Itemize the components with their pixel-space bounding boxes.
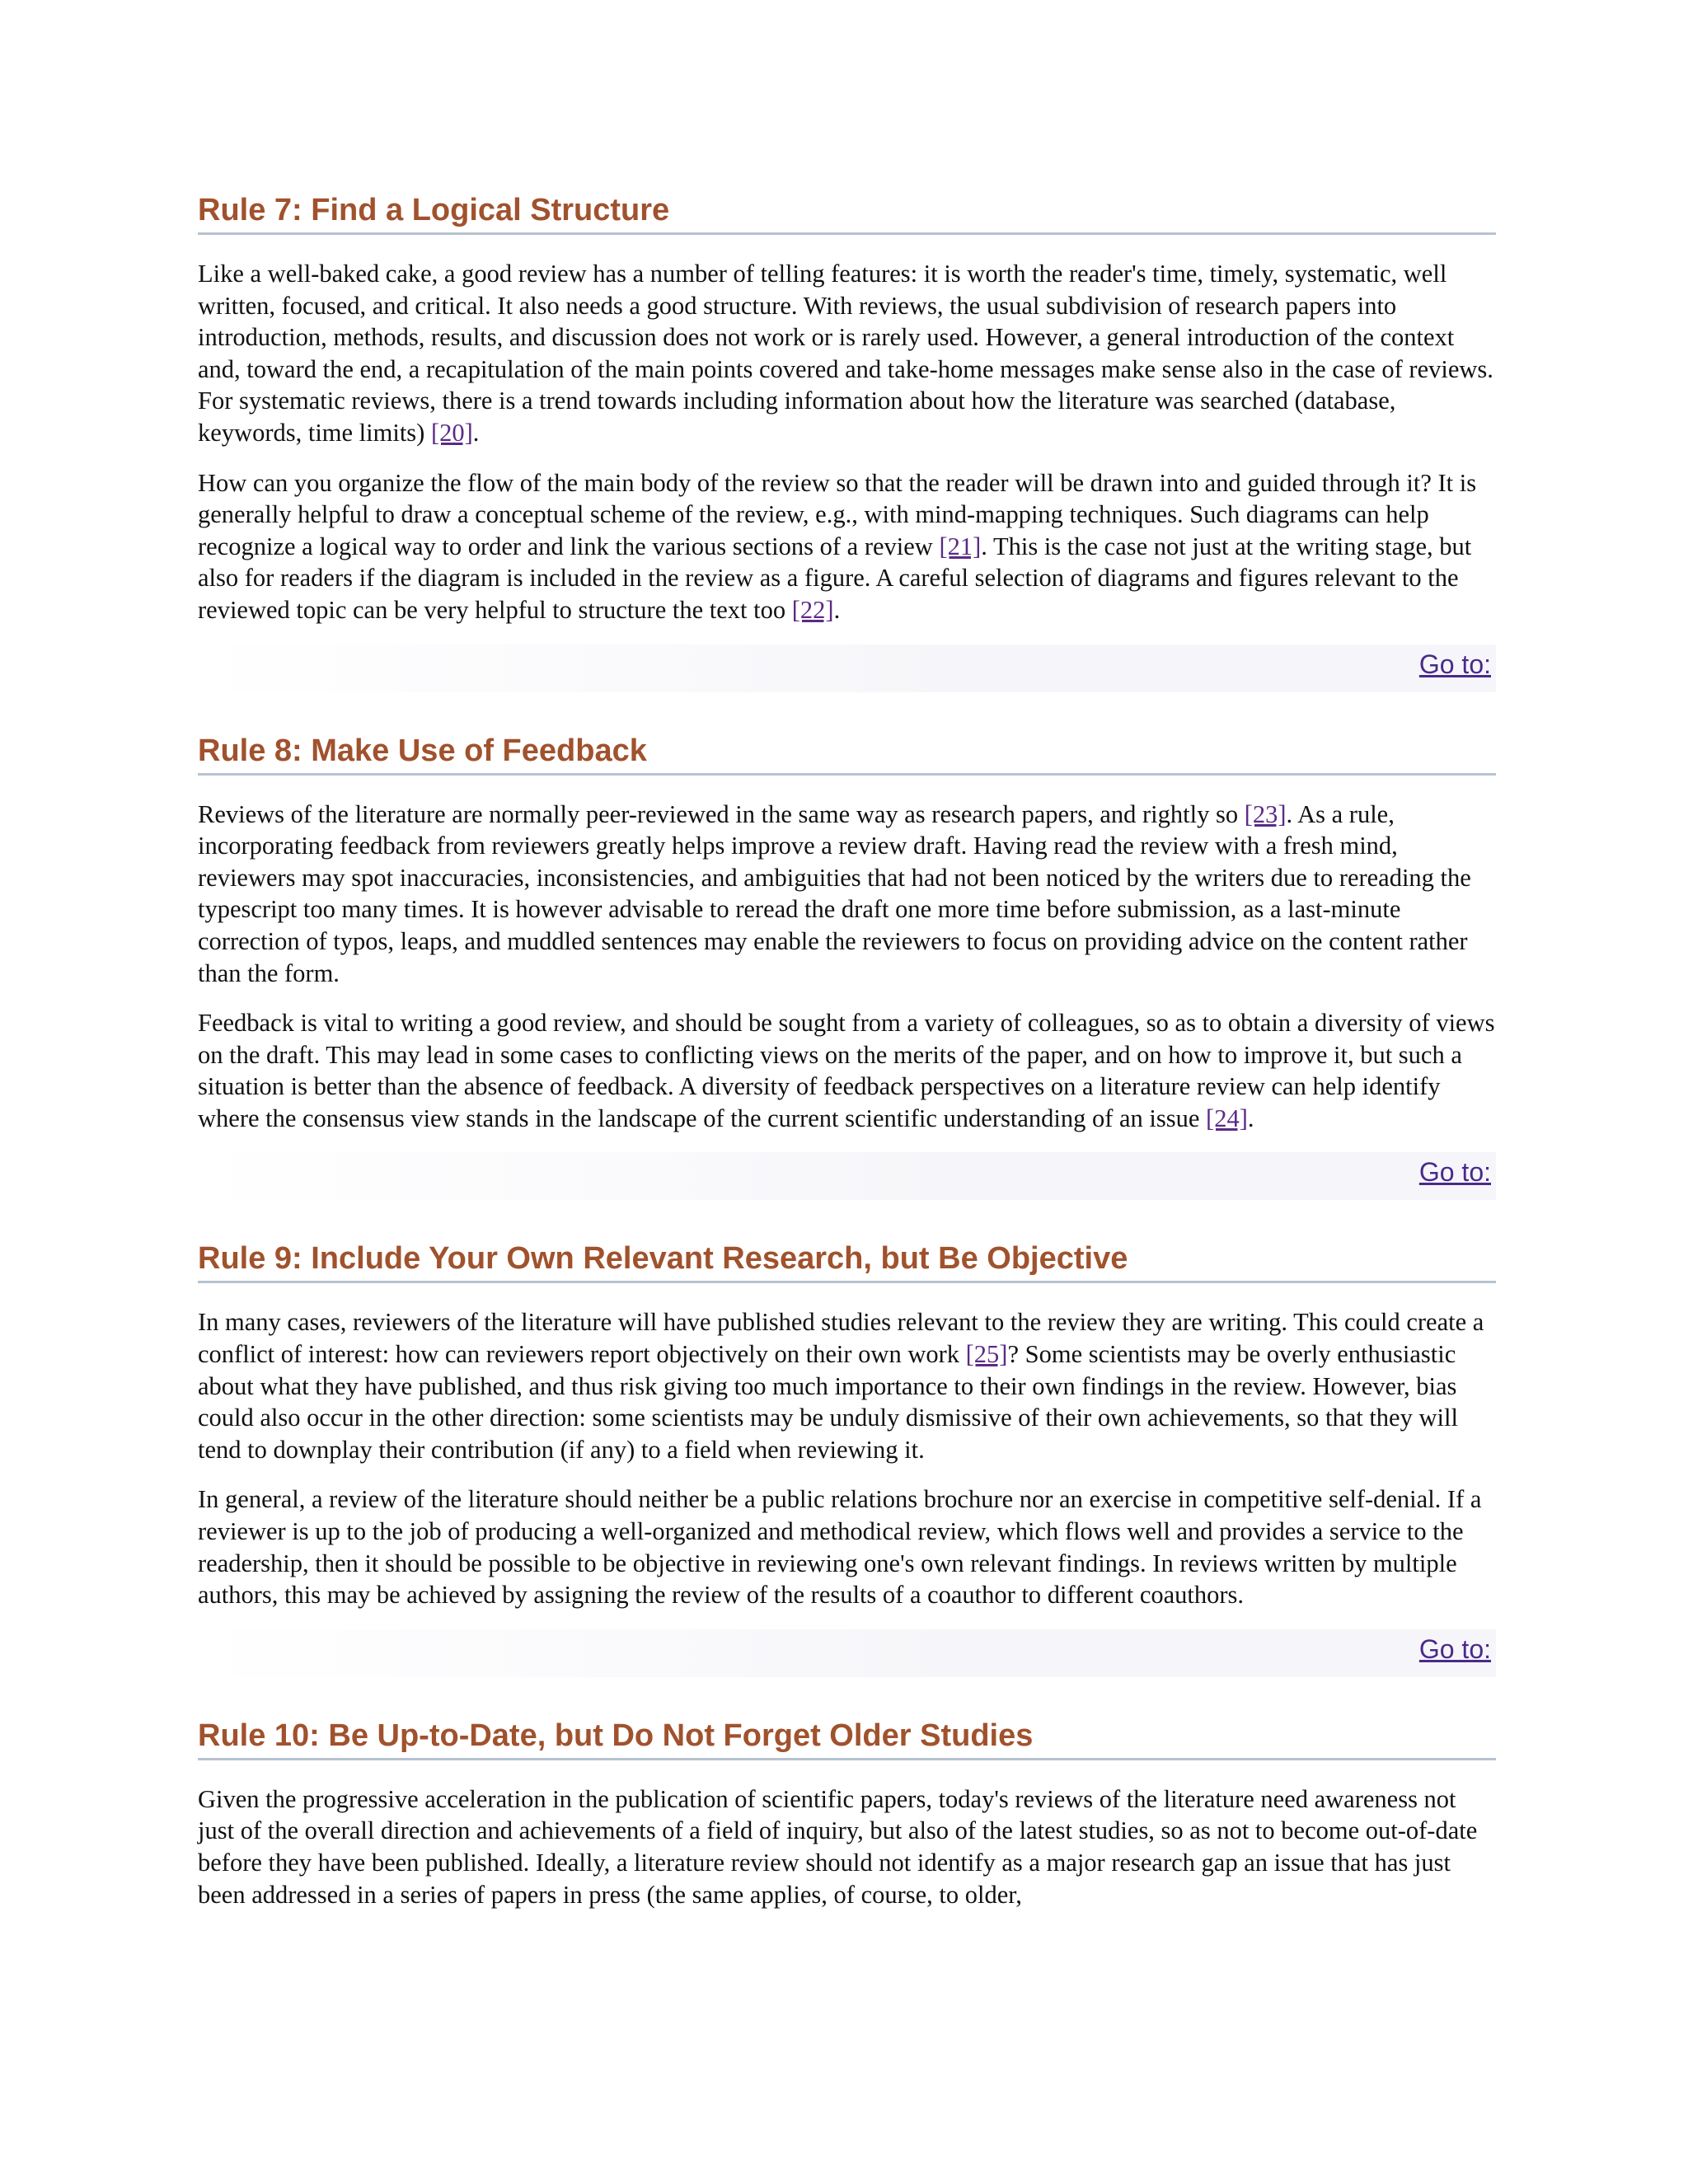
section-rule-8: [198, 732, 1496, 1201]
section-rule-10: [198, 1717, 1496, 1910]
paragraph: [198, 258, 1496, 449]
paragraph-text: In many cases, reviewers of the literature will have published studies relevant to the review they are writing. This could create a conflict of interest: how can reviewers report objectively on their own work: [198, 1308, 1484, 1369]
paragraph: [198, 799, 1496, 990]
article-body: [198, 191, 1496, 1929]
paragraph-text: ? Some scientists may be overly enthusiastic about what they have published, and thus risk giving too much importance to their own findings in the review. However, bias could also occur in the other direction: some scientists may be unduly dismissive of their own achievements, so that they will tend to downplay their contribution (if any) to a field when reviewing it.: [198, 1340, 1458, 1464]
reference-link-22[interactable]: [22]: [791, 595, 834, 624]
paragraph: Given the progressive acceleration in the publication of scientific papers, today's reviews of the literature need awareness not just of the overall direction and achievements of a field of inquiry, but also of the latest studies, so as not to become out-of-date before they have been published. Ideally, a literature review should not identify as a major research gap an issue that has just been addressed in a series of papers in press (the same applies, of course, to older,: [198, 1784, 1478, 1909]
goto-bar: [198, 1629, 1496, 1677]
section-heading: Rule 10: Be Up-to-Date, but Do Not Forget Older Studies: [198, 1717, 1496, 1760]
section-rule-9: [198, 1240, 1496, 1676]
goto-bar: [198, 644, 1496, 692]
reference-link-25[interactable]: [25]: [965, 1340, 1008, 1369]
reference-link-23[interactable]: [23]: [1244, 799, 1287, 828]
paragraph: In general, a review of the literature should neither be a public relations brochure nor an exercise in competitive self-denial. If a reviewer is up to the job of producing a well-organized and methodical review, which flows well and provides a service to the readership, then it should be possible to be objective in reviewing one's own relevant findings. In reviews written by multiple authors, this may be achieved by assigning the review of the results of a coauthor to different coauthors.: [198, 1485, 1482, 1610]
reference-link-24[interactable]: [24]: [1206, 1104, 1248, 1132]
paragraph-text: .: [472, 418, 480, 447]
paragraph-text: . This is the case not just at the writing stage, but also for readers if the diagram is included in the review as a figure. A careful selection of diagrams and figures relevant to the reviewed topic can be very helpful to structure the text too: [198, 532, 1472, 624]
paragraph-text: .: [1247, 1104, 1254, 1132]
paragraph-text: How can you organize the flow of the main body of the review so that the reader will be drawn into and guided through it? It is generally helpful to draw a conceptual scheme of the review, e.g., with mind-mapping techniques. Such diagrams can help recognize a logical way to order and link the various sections of a review: [198, 468, 1477, 560]
paragraph-text: Like a well-baked cake, a good review has a number of telling features: it is worth the reader's time, timely, systematic, well written, focused, and critical. It also needs a good structure. With reviews, the usual subdivision of research papers into introduction, methods, results, and discussion does not work or is rarely used. However, a general introduction of the context and, toward the end, a recapitulation of the main points covered and take-home messages make sense also in the case of reviews. For systematic reviews, there is a trend towards including information about how the literature was searched (database, keywords, time limits): [198, 260, 1493, 447]
paragraph-text: .: [833, 595, 841, 624]
paragraph-text: Reviews of the literature are normally peer-reviewed in the same way as research papers, and rightly so: [198, 799, 1245, 828]
section-heading: Rule 7: Find a Logical Structure: [198, 191, 1496, 235]
paragraph-text: Feedback is vital to writing a good review, and should be sought from a variety of colleagues, so as to obtain a diversity of views on the draft. This may lead in some cases to conflicting views on the merits of the paper, and on how to improve it, but such a situation is better than the absence of feedback. A diversity of feedback perspectives on a literature review can help identify where the consensus view stands in the landscape of the current scientific understanding of an issue: [198, 1009, 1495, 1132]
goto-link[interactable]: Go to:: [1418, 1633, 1491, 1664]
goto-link[interactable]: Go to:: [1418, 649, 1491, 679]
paragraph: [198, 1306, 1496, 1465]
section-heading: Rule 8: Make Use of Feedback: [198, 732, 1496, 776]
paragraph-text: . As a rule, incorporating feedback from reviewers greatly helps improve a review draft. Having read the review with a fresh mind, reviewers may spot inaccuracies, inconsistencies, and ambiguities that had not been noticed by the writers due to rereading the typescript too many times. It is however advisable to reread the draft one more time before submission, as a last-minute correction of typos, leaps, and muddled sentences may enable the reviewers to focus on providing advice on the content rather than the form.: [198, 799, 1471, 987]
reference-link-20[interactable]: [20]: [430, 418, 473, 447]
goto-link[interactable]: Go to:: [1418, 1157, 1491, 1188]
reference-link-21[interactable]: [21]: [939, 532, 982, 560]
section-heading: Rule 9: Include Your Own Relevant Research, but Be Objective: [198, 1240, 1496, 1283]
goto-bar: [198, 1152, 1496, 1200]
section-rule-7: [198, 191, 1496, 692]
paragraph: [198, 1007, 1496, 1134]
paragraph: [198, 467, 1496, 626]
